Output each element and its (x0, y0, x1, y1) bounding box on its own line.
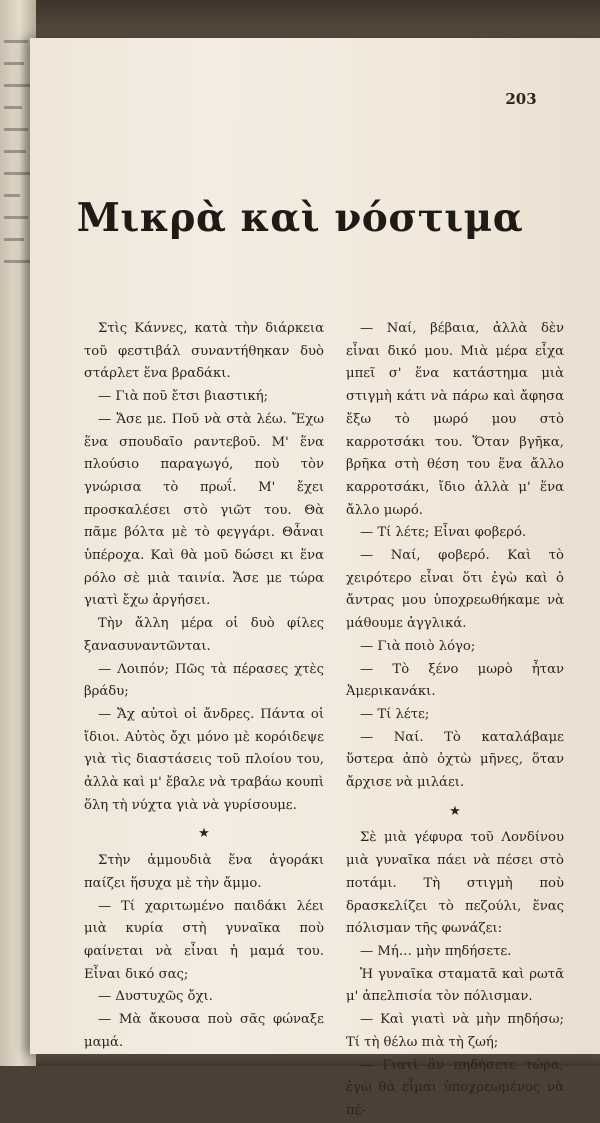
paragraph: — Δυστυχῶς ὄχι. (98, 989, 213, 1005)
paragraph: — Τὸ ξένο μωρὸ ἦταν Ἀμερικανάκι. (346, 661, 564, 700)
section-separator-star: ★ (198, 826, 210, 842)
left-column (84, 318, 324, 1055)
paragraph: — Καὶ γιατὶ νὰ μὴν πηδήσω; Τί τὴ θέλω πιὰ τὴ ζωή; (346, 1012, 564, 1050)
section-separator-star: ★ (449, 803, 461, 819)
paragraph: — Γιατὶ ἂν πηδήσετε τώρα, ἐγὼ θὰ εἶμαι ὑποχρεωμένος νὰ πέ- (346, 1057, 564, 1118)
paragraph: Στὴν ἀμμουδιὰ ἕνα ἀγοράκι παίζει ἥσυχα μὲ τὴν ἄμμο. (84, 853, 324, 891)
paragraph: — Ναί. Τὸ καταλάβαμε ὕστερα ἀπὸ ὀχτὼ μῆνες, ὅταν ἄρχισε νὰ μιλάει. (346, 729, 564, 791)
paragraph: Σὲ μιὰ γέφυρα τοῦ Λονδίνου μιὰ γυναῖκα πάει νὰ πέσει στὸ ποτάμι. Τὴ στιγμὴ ποὺ δρασκελίζει τὸ πεζούλι, ἕνας πόλισμαν τῆς φωνάζει: (346, 830, 564, 937)
right-column (346, 318, 564, 1123)
paragraph: — Ἄχ αὐτοὶ οἱ ἄνδρες. Πάντα οἱ ἴδιοι. Αὐτὸς ὄχι μόνο μὲ κορόιδεψε γιὰ τὶς διαστάσεις τοῦ πλοίου του, ἀλλὰ καὶ μ' ἔβαλε νὰ τραβάω κουπὶ ὅλη τὴ νύχτα γιὰ νὰ γυρίσουμε. (84, 706, 324, 813)
paragraph: — Τί λέτε; Εἶναι φοβερό. (360, 525, 527, 541)
paragraph: — Γιὰ ποῦ ἔτσι βιαστική; (98, 389, 269, 405)
paragraph: — Μὰ ἄκουσα ποὺ σᾶς φώναξε μαμά. (84, 1012, 324, 1050)
paragraph: — Λοιπόν; Πῶς τὰ πέρασες χτὲς βράδυ; (84, 661, 324, 700)
paragraph: — Ναί, φοβερό. Καὶ τὸ χειρότερο εἶναι ὅτι ἐγὼ καὶ ὁ ἄντρας μου ὑποχρεωθήκαμε νὰ μάθουμε ἀγγλικά. (346, 548, 564, 632)
paragraph: — Τί λέτε; (360, 706, 430, 722)
paragraph: — Τί χαριτωμένο παιδάκι λέει μιὰ κυρία στὴ γυναῖκα ποὺ φαίνεται νὰ εἶναι ἡ μαμά του. Εἶναι δικό σας; (84, 898, 324, 982)
paragraph: Στὶς Κάννες, κατὰ τὴν διάρκεια τοῦ φεστιβάλ συναντήθηκαν δυὸ στάρλετ ἕνα βραδάκι. (84, 321, 324, 382)
paragraph: Ἡ γυναῖκα σταματᾶ καὶ ρωτᾶ μ' ἀπελπισία τὸν πόλισμαν. (346, 966, 564, 1005)
paragraph: — Γιὰ ποιὸ λόγο; (360, 638, 476, 654)
paragraph: — Ἄσε με. Ποῦ νὰ στὰ λέω. Ἔχω ἕνα σπουδαῖο ραντεβοῦ. Μ' ἕνα πλούσιο παραγωγό, ποὺ τὸν γνώρισα τὸ πρωΐ. Μ' ἔχει προσκαλέσει στὸ γιῶτ του. Θὰ πᾶμε βόλτα μὲ τὸ φεγγάρι. Θἆναι ὑπέροχα. Καὶ θὰ μοῦ δώσει κι ἕνα ρόλο σὲ μιὰ ταινία. Ἄσε με τώρα γιατὶ ἔχω ἀργήσει. (84, 411, 324, 609)
paragraph: — Μή… μὴν πηδήσετε. (360, 943, 512, 959)
page-title: Μικρὰ καὶ νόστιμα (76, 195, 524, 241)
paragraph: — Ναί, βέβαια, ἀλλὰ δὲν εἶναι δικό μου. Μιὰ μέρα εἶχα μπεῖ σ' ἕνα κατάστημα μιὰ στιγμὴ κάτι νὰ πάρω καὶ ἄφησα ἔξω τὸ μωρό μου στὸ καρροτσάκι του. Ὅταν βγῆκα, βρῆκα στὴ θέση του ἕνα ἄλλο καρροτσάκι, ἴδιο ἀλλὰ μ' ἕνα ἄλλο μωρό. (346, 321, 564, 518)
paragraph: Τὴν ἄλλη μέρα οἱ δυὸ φίλες ξανασυναντῶνται. (84, 616, 324, 654)
page-number: 203 (505, 90, 537, 108)
